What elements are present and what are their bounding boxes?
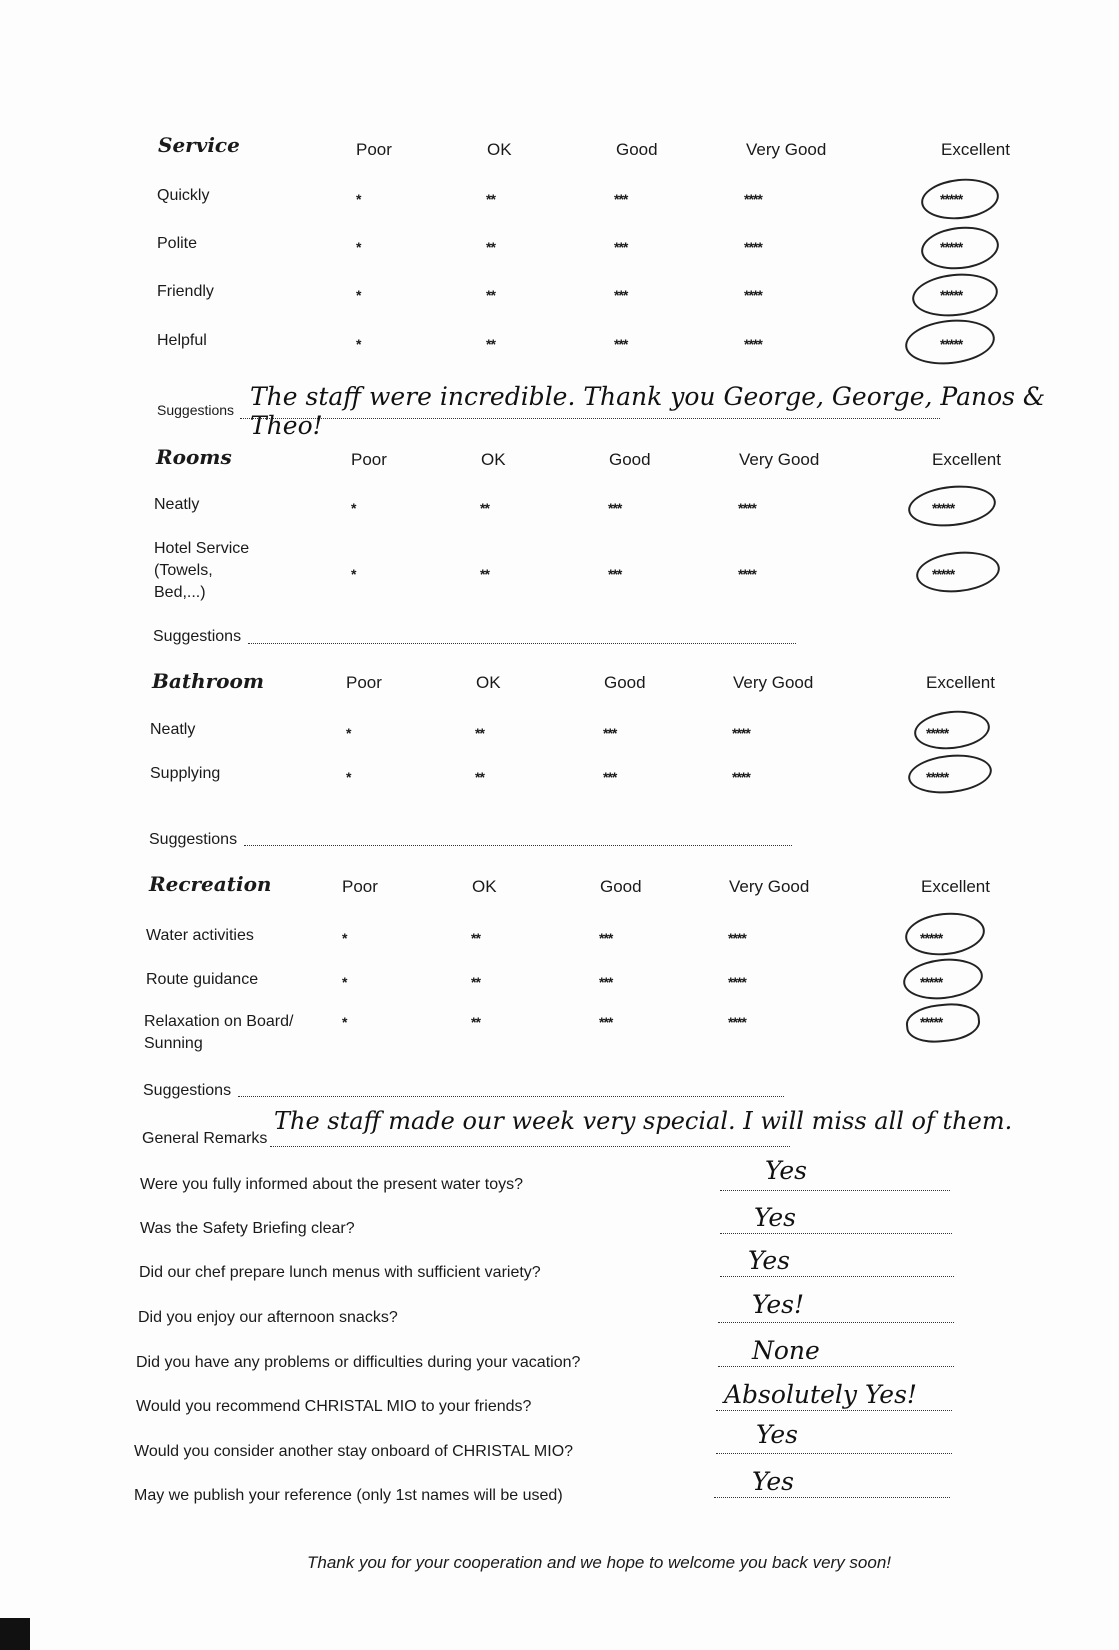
rating-star-4[interactable]: ****	[744, 239, 762, 255]
question-label: Were you fully informed about the present water toys?	[140, 1176, 524, 1193]
general-remarks-text[interactable]: The staff made our week very special. I will miss all of them.	[274, 1107, 1013, 1135]
rating-star-2[interactable]: **	[480, 500, 489, 516]
rating-star-4[interactable]: ****	[744, 191, 762, 207]
suggestions-line-recreation[interactable]	[238, 1096, 784, 1097]
rating-star-5[interactable]: *****	[920, 930, 943, 946]
selection-circle	[910, 270, 1000, 321]
general-remarks-label: General Remarks	[142, 1130, 268, 1147]
column-very-good: Very Good	[739, 450, 820, 469]
rating-star-1[interactable]: *	[351, 566, 356, 582]
rating-star-3[interactable]: ***	[603, 769, 617, 785]
column-good: Good	[609, 450, 651, 469]
section-title-recreation: Recreation	[149, 872, 272, 896]
rating-star-2[interactable]: **	[486, 336, 495, 352]
rating-star-3[interactable]: ***	[608, 566, 622, 582]
rating-star-1[interactable]: *	[342, 930, 347, 946]
rating-star-3[interactable]: ***	[608, 500, 622, 516]
column-very-good: Very Good	[733, 673, 814, 692]
rating-star-5[interactable]: *****	[932, 566, 955, 582]
answer-line	[720, 1276, 954, 1277]
column-ok: OK	[481, 450, 506, 469]
rating-star-1[interactable]: *	[356, 239, 361, 255]
rating-star-1[interactable]: *	[342, 974, 347, 990]
rating-star-4[interactable]: ****	[728, 930, 746, 946]
answer-text[interactable]: Yes	[754, 1203, 796, 1232]
column-excellent: Excellent	[921, 877, 990, 896]
column-good: Good	[616, 140, 658, 159]
selection-circle	[904, 1000, 982, 1046]
column-very-good: Very Good	[746, 140, 827, 159]
row-label-supplying: Supplying	[150, 765, 221, 782]
rating-star-1[interactable]: *	[356, 336, 361, 352]
rating-star-2[interactable]: **	[486, 239, 495, 255]
rating-star-2[interactable]: **	[480, 566, 489, 582]
rating-star-5[interactable]: *****	[926, 769, 949, 785]
row-label-helpful: Helpful	[157, 332, 207, 349]
answer-text[interactable]: Yes	[748, 1246, 790, 1275]
suggestions-label-rooms: Suggestions	[153, 628, 242, 645]
question-label: May we publish your reference (only 1st names will be used)	[134, 1487, 563, 1504]
rating-star-1[interactable]: *	[356, 287, 361, 303]
rating-star-4[interactable]: ****	[732, 769, 750, 785]
rating-star-3[interactable]: ***	[599, 974, 613, 990]
selection-circle	[912, 707, 992, 753]
rating-star-2[interactable]: **	[486, 287, 495, 303]
rating-star-4[interactable]: ****	[744, 336, 762, 352]
answer-line	[716, 1410, 952, 1411]
rating-star-5[interactable]: *****	[940, 191, 963, 207]
selection-circle	[903, 315, 997, 368]
rating-star-1[interactable]: *	[351, 500, 356, 516]
rating-star-3[interactable]: ***	[603, 725, 617, 741]
rating-star-3[interactable]: ***	[599, 930, 613, 946]
rating-star-5[interactable]: *****	[920, 974, 943, 990]
answer-text[interactable]: Yes	[752, 1467, 794, 1496]
rating-star-2[interactable]: **	[471, 974, 480, 990]
rating-star-4[interactable]: ****	[738, 566, 756, 582]
selection-circle	[919, 223, 1001, 273]
suggestions-text-service[interactable]: The staff were incredible. Thank you George, George, Panos & Theo!	[250, 382, 1046, 440]
answer-line	[720, 1190, 950, 1191]
answer-text[interactable]: Absolutely Yes!	[724, 1380, 917, 1409]
general-remarks-line	[270, 1146, 790, 1147]
rating-star-5[interactable]: *****	[920, 1014, 943, 1030]
answer-text[interactable]: None	[752, 1336, 820, 1365]
rating-star-2[interactable]: **	[471, 1014, 480, 1030]
row-label-hotel-service: Hotel Service (Towels, Bed,...)	[154, 540, 250, 601]
rating-star-1[interactable]: *	[346, 725, 351, 741]
rating-star-2[interactable]: **	[475, 769, 484, 785]
answer-line	[716, 1453, 952, 1454]
rating-star-5[interactable]: *****	[940, 336, 963, 352]
selection-circle	[906, 751, 994, 798]
rating-star-4[interactable]: ****	[744, 287, 762, 303]
rating-star-1[interactable]: *	[356, 191, 361, 207]
row-label-relaxation: Relaxation on Board/ Sunning	[144, 1013, 294, 1052]
column-excellent: Excellent	[941, 140, 1010, 159]
column-very-good: Very Good	[729, 877, 810, 896]
suggestions-label-service: Suggestions	[157, 402, 235, 418]
row-label-route-guidance: Route guidance	[146, 971, 259, 988]
answer-line	[718, 1366, 954, 1367]
row-label-neatly: Neatly	[154, 496, 200, 513]
answer-line	[714, 1497, 950, 1498]
rating-star-3[interactable]: ***	[614, 239, 628, 255]
rating-star-4[interactable]: ****	[728, 1014, 746, 1030]
rating-star-3[interactable]: ***	[614, 287, 628, 303]
suggestions-label-recreation: Suggestions	[143, 1082, 232, 1099]
rating-star-1[interactable]: *	[346, 769, 351, 785]
rating-star-2[interactable]: **	[475, 725, 484, 741]
column-poor: Poor	[356, 140, 392, 159]
selection-circle	[914, 548, 1002, 597]
rating-star-3[interactable]: ***	[599, 1014, 613, 1030]
question-label: Did you enjoy our afternoon snacks?	[138, 1309, 398, 1326]
rating-star-5[interactable]: *****	[926, 725, 949, 741]
footer-thank-you: Thank you for your cooperation and we hope to welcome you back very soon!	[307, 1553, 892, 1572]
rating-star-1[interactable]: *	[342, 1014, 347, 1030]
column-poor: Poor	[342, 877, 378, 896]
answer-line	[718, 1322, 954, 1323]
column-poor: Poor	[351, 450, 387, 469]
section-title-service: Service	[158, 133, 240, 157]
question-label: Did our chef prepare lunch menus with sufficient variety?	[139, 1264, 541, 1281]
selection-circle	[903, 909, 987, 959]
rating-star-5[interactable]: *****	[932, 500, 955, 516]
selection-circle	[919, 175, 1001, 223]
row-label-water-activities: Water activities	[146, 927, 254, 944]
section-title-rooms: Rooms	[156, 445, 232, 469]
selection-circle	[901, 955, 985, 1003]
rating-star-3[interactable]: ***	[614, 191, 628, 207]
answer-text[interactable]: Yes	[765, 1156, 807, 1185]
section-title-bathroom: Bathroom	[152, 669, 265, 693]
selection-circle	[906, 482, 998, 531]
column-poor: Poor	[346, 673, 382, 692]
answer-text[interactable]: Yes!	[752, 1290, 805, 1319]
rating-star-4[interactable]: ****	[732, 725, 750, 741]
question-label: Would you recommend CHRISTAL MIO to your friends?	[136, 1398, 532, 1415]
answer-line	[720, 1233, 952, 1234]
column-excellent: Excellent	[926, 673, 995, 692]
column-good: Good	[600, 877, 642, 896]
column-ok: OK	[472, 877, 497, 896]
row-label-neatly: Neatly	[150, 721, 196, 738]
question-label: Was the Safety Briefing clear?	[140, 1220, 355, 1237]
scan-edge-mark	[0, 1618, 30, 1650]
rating-star-2[interactable]: **	[471, 930, 480, 946]
column-excellent: Excellent	[932, 450, 1001, 469]
rating-star-5[interactable]: *****	[940, 239, 963, 255]
rating-star-4[interactable]: ****	[728, 974, 746, 990]
answer-text[interactable]: Yes	[756, 1420, 798, 1449]
suggestions-line-bathroom[interactable]	[244, 845, 792, 846]
question-label: Would you consider another stay onboard of CHRISTAL MIO?	[134, 1443, 574, 1460]
column-good: Good	[604, 673, 646, 692]
rating-star-3[interactable]: ***	[614, 336, 628, 352]
suggestions-label-bathroom: Suggestions	[149, 831, 238, 848]
suggestions-line-rooms[interactable]	[248, 643, 796, 644]
question-label: Did you have any problems or difficulties during your vacation?	[136, 1354, 581, 1371]
rating-star-2[interactable]: **	[486, 191, 495, 207]
rating-star-5[interactable]: *****	[940, 287, 963, 303]
column-ok: OK	[487, 140, 512, 159]
column-ok: OK	[476, 673, 501, 692]
row-label-quickly: Quickly	[157, 187, 210, 204]
row-label-polite: Polite	[157, 235, 198, 252]
rating-star-4[interactable]: ****	[738, 500, 756, 516]
row-label-friendly: Friendly	[157, 283, 214, 300]
